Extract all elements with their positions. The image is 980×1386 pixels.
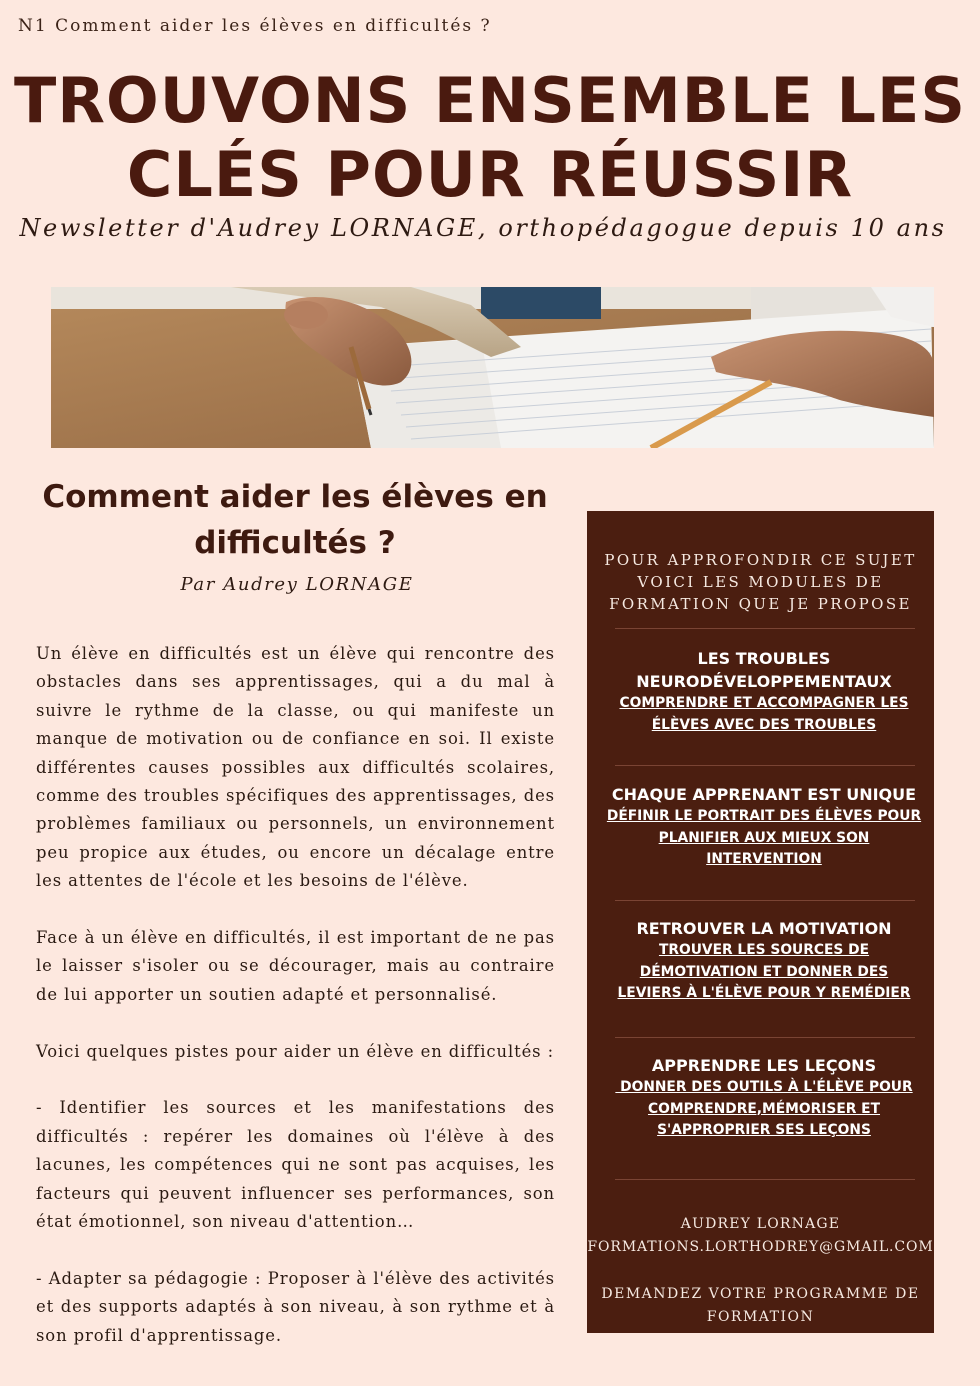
module-link-line[interactable]: S'APPROPRIER SES LEÇONS (657, 1122, 871, 1138)
program-request-cta (587, 1283, 934, 1329)
module-link-line[interactable]: PLANIFIER AUX MIEUX SON (658, 829, 870, 846)
module-link-line[interactable]: ÉLÈVES AVEC DES TROUBLES (651, 716, 877, 733)
cta-line: DEMANDEZ VOTRE PROGRAMME DE (601, 1286, 920, 1302)
sidebar-intro (587, 549, 934, 615)
module-title-line: LES TROUBLES (697, 649, 831, 668)
hero-illustration (51, 287, 934, 448)
module-troubles-neurodeveloppementaux (599, 647, 929, 736)
article-title: Comment aider les élèves en difficultés ? (42, 479, 548, 561)
sidebar-divider (615, 900, 915, 901)
module-link-line[interactable]: LEVIERS À L'ÉLÈVE POUR Y REMÉDIER (617, 985, 911, 1001)
article-paragraph: Un élève en difficultés est un élève qui rencontre des obstacles dans ses apprentissages, qui a du mal à suivre le rythme de la classe, ou qui manifeste un manque de motivation ou de confiance en soi. Il existe différentes causes possibles aux difficultés scolaires, comme des troubles spécifiques des apprentissages, des problèmes familiaux ou personnels, un environnement peu propice aux études, ou encore un décalage entre les attentes de l'école et les besoins de l'élève. (36, 644, 555, 891)
module-title (599, 783, 929, 806)
article-paragraph: - Identifier les sources et les manifestations des difficultés : repérer les domaines où l'élève à des lacunes, les compétences qui ne sont pas acquises, les facteurs qui peuvent influencer ses performances, son état émotionnel, son niveau d'attention… (36, 1098, 555, 1232)
title-line-2: CLÉS POUR RÉUSSIR (126, 138, 854, 211)
module-link-line[interactable]: DÉFINIR LE PORTRAIT DES ÉLÈVES POUR (606, 808, 922, 824)
sidebar-intro-line: POUR APPROFONDIR CE SUJET (604, 551, 917, 569)
module-title-line: APPRENDRE LES LEÇONS (651, 1056, 877, 1075)
hero-photo-writing-hands (51, 287, 934, 448)
module-title (599, 647, 929, 693)
article-byline: Par Audrey LORNAGE (180, 574, 414, 595)
sidebar-divider (615, 628, 915, 629)
issue-label: N1 Comment aider les élèves en difficultés ? (18, 16, 492, 36)
module-link-line[interactable]: COMPRENDRE,MÉMORISER ET (647, 1100, 881, 1117)
module-title-line: RETROUVER LA MOTIVATION (636, 919, 892, 938)
article-paragraph: - Adapter sa pédagogie : Proposer à l'élève des activités et des supports adaptés à son niveau, à son rythme et à son profil d'apprentissage. (36, 1268, 555, 1345)
module-link[interactable] (599, 940, 929, 1005)
module-lecons (599, 1054, 929, 1142)
module-link[interactable] (599, 806, 929, 871)
title-line-1: TROUVONS ENSEMBLE LES (14, 64, 966, 137)
module-title (599, 1054, 929, 1077)
newsletter-subtitle: Newsletter d'Audrey LORNAGE, orthopédagogue depuis 10 ans (19, 214, 947, 242)
article-body (36, 640, 555, 1378)
module-link-line[interactable]: DONNER DES OUTILS À L'ÉLÈVE POUR (615, 1079, 913, 1095)
module-title-line: NEURODÉVELOPPEMENTAUX (636, 672, 892, 691)
article-paragraph: Voici quelques pistes pour aider un élève en difficultés : (36, 1041, 555, 1061)
article-paragraph: Face à un élève en difficultés, il est important de ne pas le laisser s'isoler ou se décourager, mais au contraire de lui apporter un soutien adapté et personnalisé. (36, 928, 555, 1004)
sidebar-divider (615, 1037, 915, 1038)
module-title-line: CHAQUE APPRENANT EST UNIQUE (611, 785, 917, 804)
module-link-line[interactable]: TROUVER LES SOURCES DE (658, 942, 870, 958)
training-modules-sidebar (587, 511, 934, 1333)
sidebar-intro-line: FORMATION QUE JE PROPOSE (609, 595, 912, 613)
module-chaque-apprenant (599, 783, 929, 871)
module-link[interactable] (599, 693, 929, 736)
contact-email[interactable]: FORMATIONS.LORTHODREY@GMAIL.COM (587, 1239, 934, 1255)
sidebar-intro-line: VOICI LES MODULES DE (637, 573, 884, 591)
module-link-line[interactable]: COMPRENDRE ET ACCOMPAGNER LES (619, 695, 909, 711)
module-link-line[interactable]: DÉMOTIVATION ET DONNER DES (639, 963, 889, 980)
module-motivation (599, 917, 929, 1005)
contact-name: AUDREY LORNAGE (680, 1216, 841, 1232)
cta-line: FORMATION (706, 1309, 815, 1325)
sidebar-divider (615, 1179, 915, 1180)
contact-block (587, 1213, 934, 1259)
module-title (599, 917, 929, 940)
sidebar-divider (615, 765, 915, 766)
newsletter-title (0, 64, 980, 212)
module-link-line[interactable]: INTERVENTION (706, 851, 822, 867)
module-link[interactable] (599, 1077, 929, 1142)
